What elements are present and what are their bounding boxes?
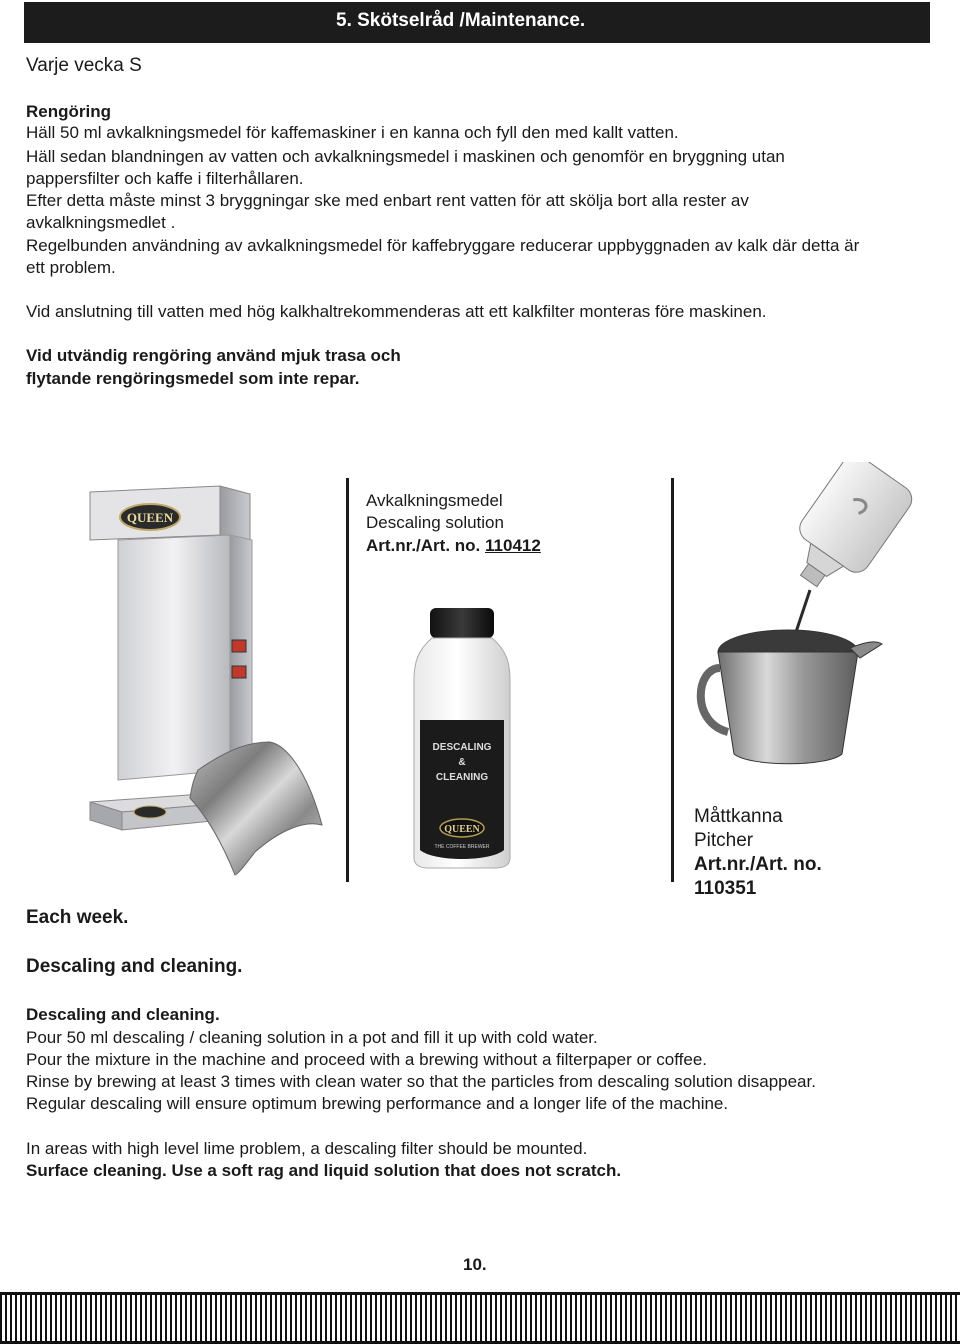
bottle-brand-text: QUEEN — [444, 824, 480, 835]
bottle-label-text: DESCALING — [432, 742, 492, 753]
en-line: Pour the mixture in the machine and proceed with a brewing without a filterpaper or coffee. — [26, 1050, 708, 1069]
surface-note-sv: flytande rengöringsmedel som inte repar. — [26, 369, 360, 388]
section-title: 5. Skötselråd /Maintenance. — [336, 10, 586, 31]
section-title-en: Descaling and cleaning. — [26, 956, 243, 977]
sv-line: avkalkningsmedlet . — [26, 213, 176, 232]
subheading-en: Descaling and cleaning. — [26, 1005, 220, 1024]
surface-note-sv: Vid utvändig rengöring använd mjuk trasa och — [26, 346, 401, 365]
bottle-label-text: CLEANING — [435, 772, 489, 783]
en-line: Pour 50 ml descaling / cleaning solution in a pot and fill it up with cold water. — [26, 1028, 598, 1047]
section-header-bar — [24, 2, 930, 43]
pitcher-name-en: Pitcher — [694, 830, 754, 851]
sv-line: pappersfilter och kaffe i filterhållaren. — [26, 169, 304, 188]
footer-stripe-band — [0, 1292, 960, 1344]
pitcher-illustration — [690, 462, 915, 772]
page-number: 10. — [463, 1255, 487, 1274]
sv-line: Häll 50 ml avkalkningsmedel för kaffemaskiner i en kanna och fyll den med kallt vatten. — [26, 123, 679, 142]
sv-line: Regelbunden användning av avkalkningsmedel för kaffebryggare reducerar uppbyggnaden av kalk där detta är — [26, 236, 860, 255]
surface-note-en: Surface cleaning. Use a soft rag and liquid solution that does not scratch. — [26, 1161, 622, 1180]
en-line: Regular descaling will ensure optimum brewing performance and a longer life of the machine. — [26, 1094, 729, 1113]
sv-line: ett problem. — [26, 258, 116, 277]
week-title-en: Each week. — [26, 907, 129, 928]
pitcher-art-label: Art.nr./Art. no. — [694, 854, 822, 875]
divider-line — [671, 478, 674, 882]
bottle-label-text: & — [458, 757, 466, 768]
divider-line — [346, 478, 349, 882]
coffee-machine-illustration — [80, 480, 330, 880]
descaler-name-sv: Avkalkningsmedel — [366, 491, 503, 510]
filter-note-sv: Vid anslutning till vatten med hög kalkhaltrekommenderas att ett kalkfilter monteras före maskinen. — [26, 302, 767, 321]
machine-brand-text: QUEEN — [126, 510, 174, 525]
filter-note-en: In areas with high level lime problem, a descaling filter should be mounted. — [26, 1139, 588, 1158]
cleaning-heading-sv: Rengöring — [26, 102, 111, 121]
bottle-sub-text: THE COFFEE BREWER — [434, 844, 490, 850]
sv-line: Häll sedan blandningen av vatten och avkalkningsmedel i maskinen och genomför en bryggning utan — [26, 147, 785, 166]
descaler-art-number — [366, 535, 541, 557]
descaling-bottle-illustration — [410, 600, 520, 870]
descaler-name-en: Descaling solution — [366, 513, 504, 532]
art-number: 110412 — [485, 536, 541, 555]
sv-line: Efter detta måste minst 3 bryggningar ske med enbart rent vatten för att skölja bort alla rester av — [26, 191, 749, 210]
pitcher-name-sv: Måttkanna — [694, 806, 783, 827]
en-line: Rinse by brewing at least 3 times with clean water so that the particles from descaling solution disappear. — [26, 1072, 816, 1091]
art-label: Art.nr./Art. no. — [366, 536, 481, 555]
pitcher-art-number: 110351 — [694, 878, 757, 899]
week-title-sv: Varje vecka S — [26, 55, 142, 76]
